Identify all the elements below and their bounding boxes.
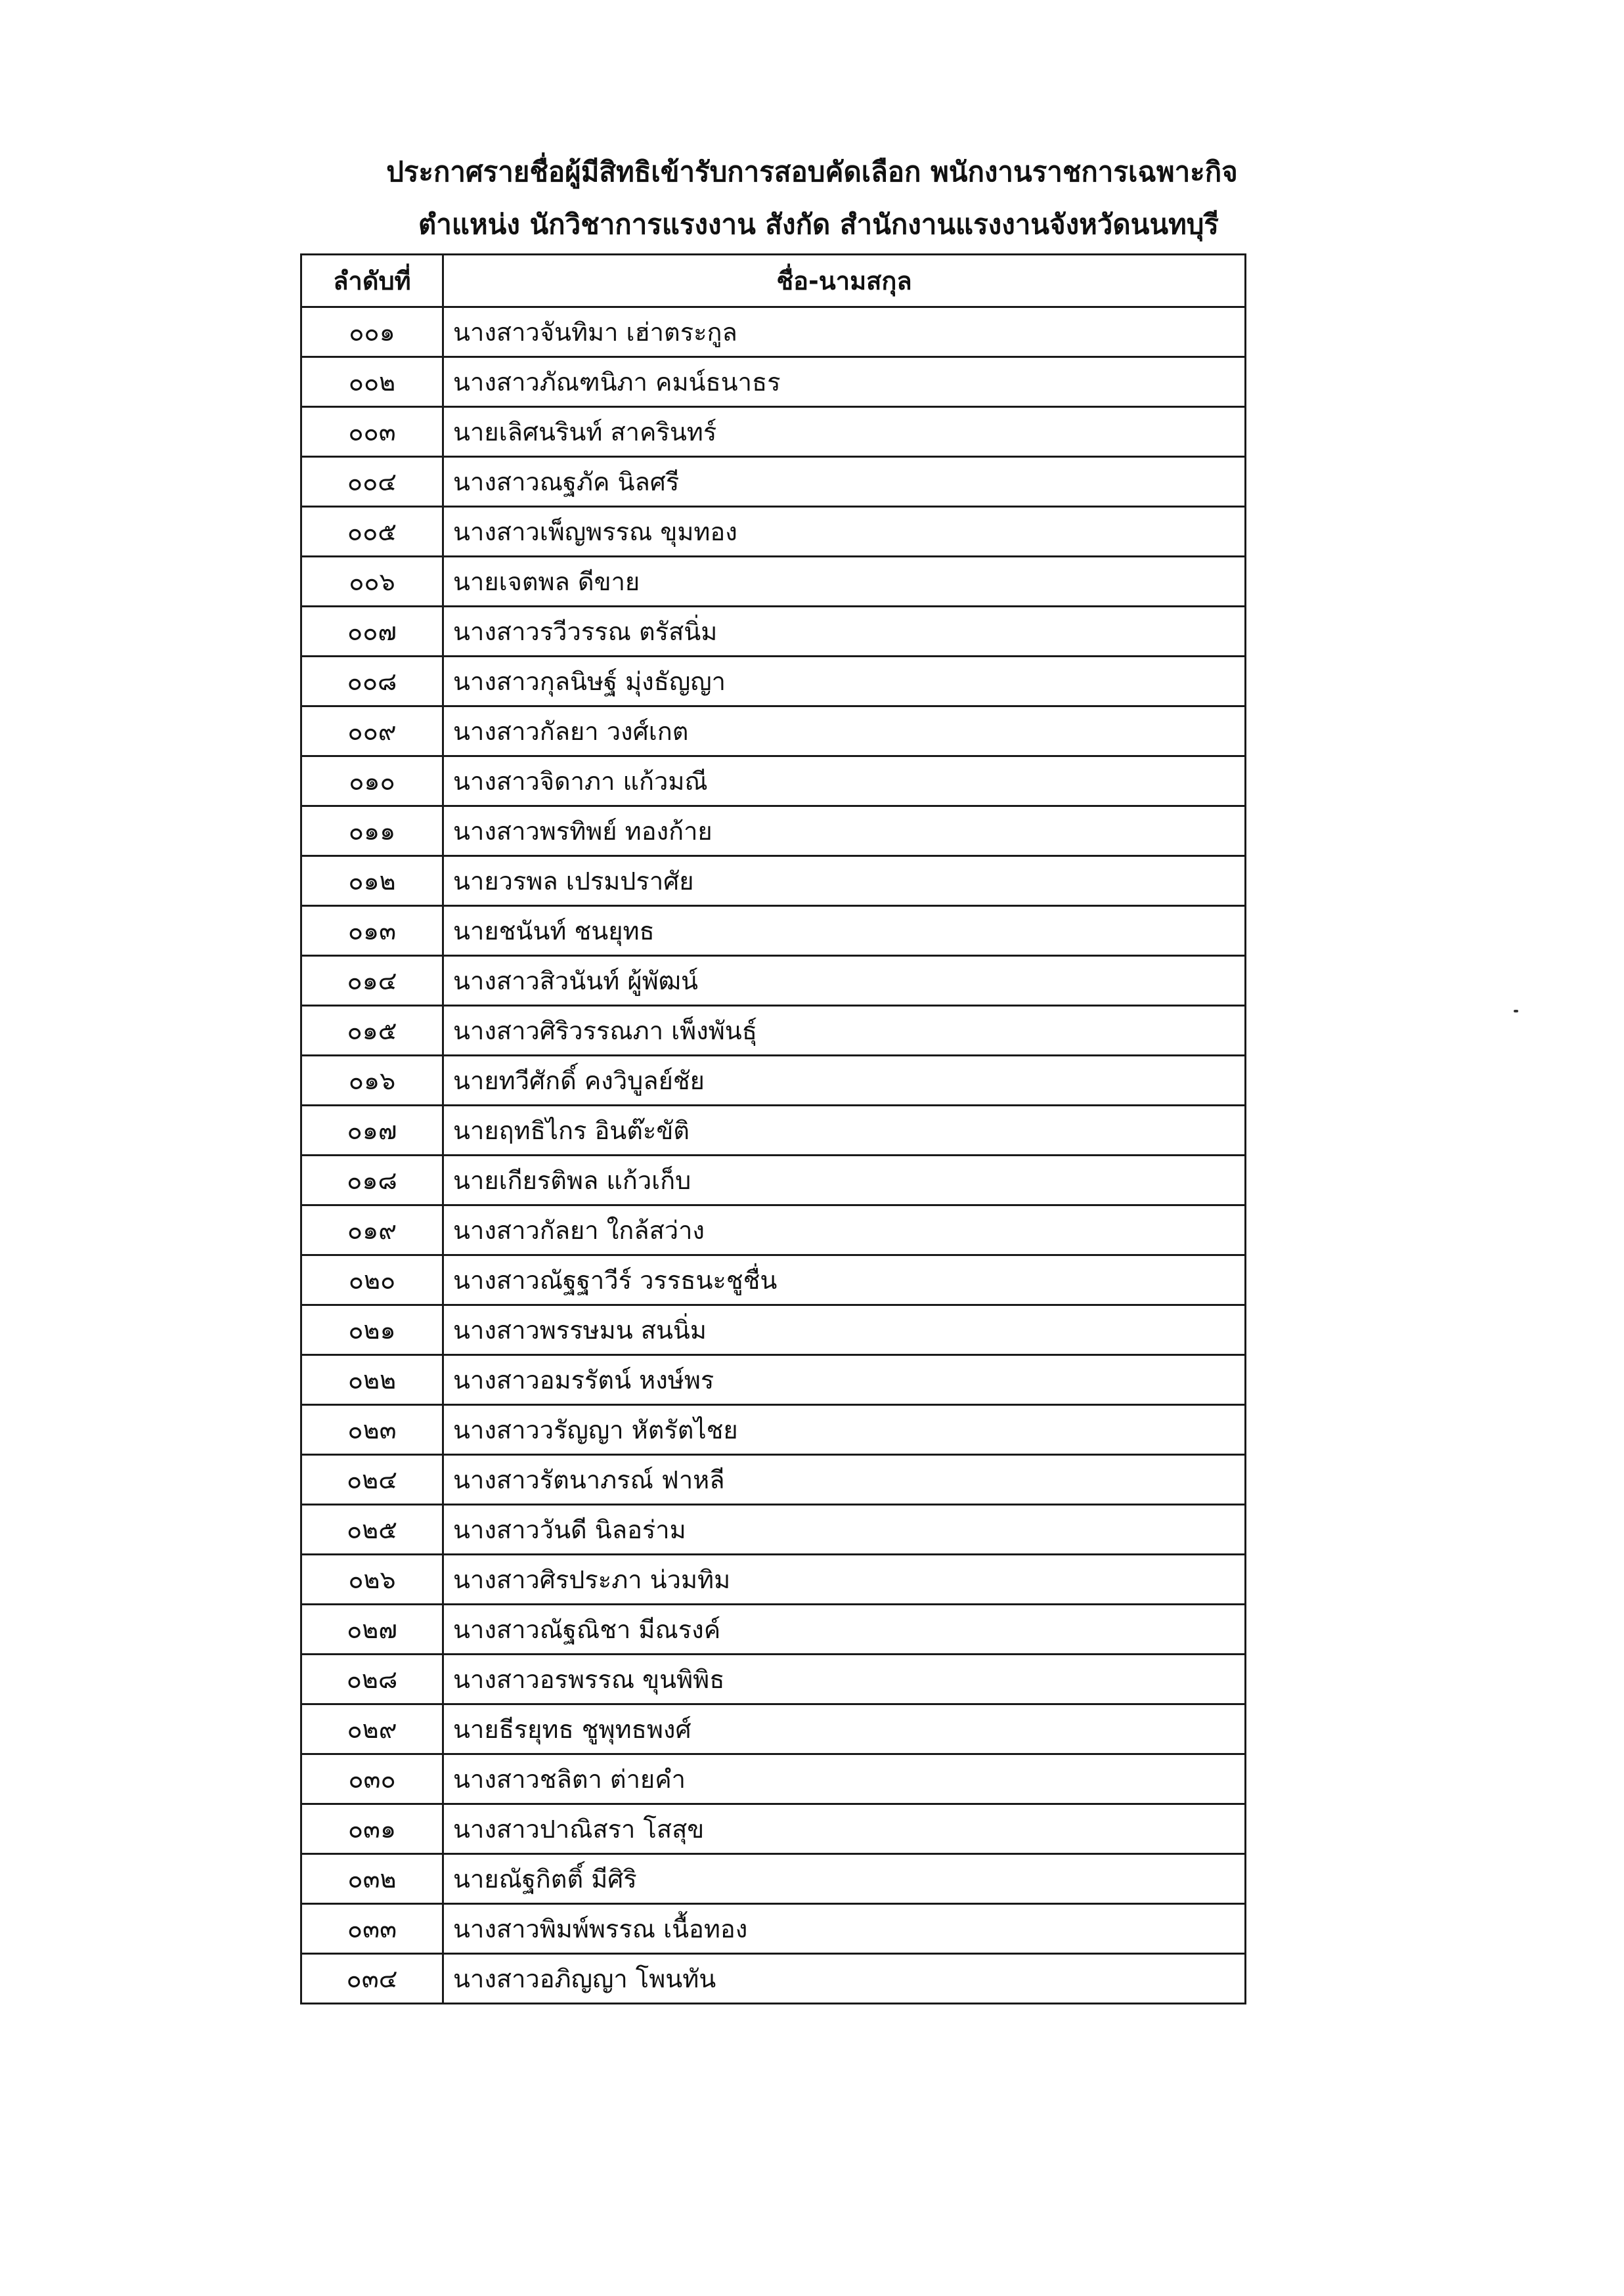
row-full-name: นายเลิศนรินท์ สาครินทร์ [443,407,1246,457]
row-order-number: ๐๓๒ [301,1854,443,1904]
row-order-number: ๐๑๗ [301,1106,443,1156]
row-full-name: นางสาวณฐภัค นิลศรี [443,457,1246,507]
row-order-number: ๐๐๖ [301,557,443,607]
column-header-name: ชื่อ-นามสกุล [443,255,1246,307]
row-full-name: นายณัฐกิตติ์ มีศิริ [443,1854,1246,1904]
table-row [301,806,1246,856]
table-row [301,307,1246,357]
table-row [301,1006,1246,1056]
row-full-name: นางสาวกัลยา วงศ์เกต [443,706,1246,756]
row-full-name: นางสาวจิดาภา แก้วมณี [443,756,1246,806]
table-header-row [301,255,1246,307]
row-full-name: นางสาวรัตนาภรณ์ ฟาหลี [443,1455,1246,1505]
row-full-name: นางสาวรวีวรรณ ตรัสนิ่ม [443,607,1246,657]
title-line-2: ตำแหน่ง นักวิชาการแรงงาน สังกัด สำนักงานแรงงานจังหวัดนนทบุรี [418,208,1219,240]
row-full-name: นางสาวอมรรัตน์ หงษ์พร [443,1355,1246,1405]
row-order-number: ๐๒๗ [301,1605,443,1655]
table-row [301,1205,1246,1255]
row-order-number: ๐๑๖ [301,1056,443,1106]
row-order-number: ๐๓๔ [301,1954,443,2004]
row-order-number: ๐๐๓ [301,407,443,457]
row-full-name: นางสาวอรพรรณ ขุนพิพิธ [443,1655,1246,1704]
row-full-name: นางสาวพรทิพย์ ทองก้าย [443,806,1246,856]
row-order-number: ๐๒๖ [301,1555,443,1605]
candidate-table [300,253,1246,2004]
table-row [301,1255,1246,1305]
row-order-number: ๐๐๙ [301,706,443,756]
table-row [301,856,1246,906]
row-order-number: ๐๐๗ [301,607,443,657]
row-full-name: นางสาววันดี นิลอร่าม [443,1505,1246,1555]
row-order-number: ๐๑๘ [301,1156,443,1205]
row-order-number: ๐๑๔ [301,956,443,1006]
table-row [301,557,1246,607]
row-order-number: ๐๐๘ [301,657,443,706]
table-row [301,657,1246,706]
row-full-name: นางสาวภัณฑนิภา คมน์ธนาธร [443,357,1246,407]
row-full-name: นางสาวปาณิสรา โสสุข [443,1804,1246,1854]
row-order-number: ๐๒๙ [301,1704,443,1754]
row-full-name: นายวรพล เปรมปราศัย [443,856,1246,906]
row-full-name: นางสาวศิรประภา น่วมทิม [443,1555,1246,1605]
table-row [301,607,1246,657]
row-full-name: นางสาวอภิญญา โพนทัน [443,1954,1246,2004]
row-full-name: นายเกียรติพล แก้วเก็บ [443,1156,1246,1205]
column-header-order: ลำดับที่ [301,255,443,307]
table-row [301,756,1246,806]
row-order-number: ๐๒๐ [301,1255,443,1305]
table-row [301,906,1246,956]
document-title [0,146,1624,251]
table-row [301,1505,1246,1555]
row-order-number: ๐๒๒ [301,1355,443,1405]
row-order-number: ๐๐๔ [301,457,443,507]
row-full-name: นางสาวกัลยา ใกล้สว่าง [443,1205,1246,1255]
row-full-name: นางสาวชลิตา ต่ายคำ [443,1754,1246,1804]
table-row [301,706,1246,756]
row-full-name: นายเจตพล ดีขาย [443,557,1246,607]
table-row [301,1854,1246,1904]
table-row [301,1655,1246,1704]
table-row [301,1954,1246,2004]
row-order-number: ๐๒๘ [301,1655,443,1704]
row-order-number: ๐๒๕ [301,1505,443,1555]
table-row [301,1555,1246,1605]
row-full-name: นางสาวเพ็ญพรรณ ขุมทอง [443,507,1246,557]
title-line-1: ประกาศรายชื่อผู้มีสิทธิเข้ารับการสอบคัดเลือก พนักงานราชการเฉพาะกิจ [386,156,1238,188]
row-order-number: ๐๓๐ [301,1754,443,1804]
row-order-number: ๐๐๒ [301,357,443,407]
row-full-name: นางสาวสิวนันท์ ผู้พัฒน์ [443,956,1246,1006]
table-row [301,1904,1246,1954]
row-full-name: นายทวีศักดิ์ คงวิบูลย์ชัย [443,1056,1246,1106]
table-row [301,407,1246,457]
table-row [301,507,1246,557]
table-row [301,1704,1246,1754]
row-full-name: นายธีรยุทธ ชูพุทธพงศ์ [443,1704,1246,1754]
row-full-name: นายชนันท์ ชนยุทธ [443,906,1246,956]
row-order-number: ๐๐๑ [301,307,443,357]
row-order-number: ๐๒๔ [301,1455,443,1505]
row-order-number: ๐๑๓ [301,906,443,956]
table-row [301,1804,1246,1854]
table-row [301,357,1246,407]
table-row [301,1605,1246,1655]
table-row [301,457,1246,507]
row-full-name: นางสาวจันทิมา เฮ่าตระกูล [443,307,1246,357]
table-row [301,1355,1246,1405]
row-order-number: ๐๓๓ [301,1904,443,1954]
row-order-number: ๐๑๕ [301,1006,443,1056]
table-row [301,1156,1246,1205]
table-row [301,1754,1246,1804]
row-order-number: ๐๐๕ [301,507,443,557]
row-full-name: นางสาวณัฐณิชา มีณรงค์ [443,1605,1246,1655]
row-order-number: ๐๑๙ [301,1205,443,1255]
row-order-number: ๐๑๐ [301,756,443,806]
row-full-name: นางสาววรัญญา หัตรัตไชย [443,1405,1246,1455]
table-row [301,956,1246,1006]
table-row [301,1056,1246,1106]
row-full-name: นางสาวณัฐฐาวีร์ วรรธนะชูชื่น [443,1255,1246,1305]
table-row [301,1455,1246,1505]
row-order-number: ๐๒๑ [301,1305,443,1355]
row-order-number: ๐๑๒ [301,856,443,906]
table-row [301,1106,1246,1156]
table-row [301,1305,1246,1355]
row-full-name: นางสาวพรรษมน สนนิ่ม [443,1305,1246,1355]
row-order-number: ๐๒๓ [301,1405,443,1455]
row-full-name: นางสาวพิมพ์พรรณ เนื้อทอง [443,1904,1246,1954]
row-full-name: นายฤทธิไกร อินต๊ะขัติ [443,1106,1246,1156]
scan-speck [1514,1010,1518,1012]
row-full-name: นางสาวศิริวรรณภา เพ็งพันธุ์ [443,1006,1246,1056]
table-row [301,1405,1246,1455]
row-full-name: นางสาวกุลนิษฐ์ มุ่งธัญญา [443,657,1246,706]
row-order-number: ๐๑๑ [301,806,443,856]
row-order-number: ๐๓๑ [301,1804,443,1854]
table-body [301,307,1246,2004]
